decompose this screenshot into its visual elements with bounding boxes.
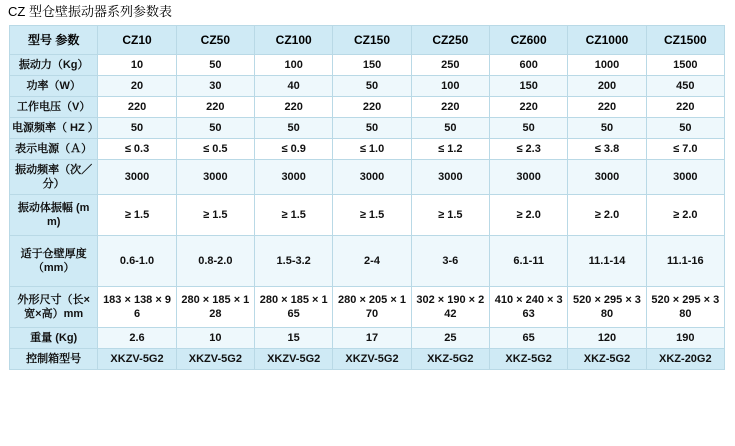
- row-cell: 220: [411, 97, 489, 118]
- row-label: 电源频率（ HZ ）: [10, 118, 98, 139]
- row-cell: 3000: [98, 160, 176, 195]
- row-label: 工作电压（V）: [10, 97, 98, 118]
- row-cell: ≥ 2.0: [568, 195, 646, 236]
- row-cell: 3-6: [411, 236, 489, 287]
- row-cell: 50: [490, 118, 568, 139]
- table-row: [10, 160, 725, 195]
- row-cell: 50: [333, 118, 411, 139]
- row-cell: 3000: [411, 160, 489, 195]
- row-cell: 10: [98, 55, 176, 76]
- row-label: 表示电源（Ａ）: [10, 139, 98, 160]
- row-cell: 150: [333, 55, 411, 76]
- table-header-row: [10, 26, 725, 55]
- row-cell: ≤ 2.3: [490, 139, 568, 160]
- table-row: [10, 55, 725, 76]
- row-cell: 600: [490, 55, 568, 76]
- row-cell: 0.6-1.0: [98, 236, 176, 287]
- row-cell: 190: [646, 328, 724, 349]
- row-cell: 50: [411, 118, 489, 139]
- row-cell: XKZV-5G2: [255, 349, 333, 370]
- row-label: 适于仓壁厚度（mm）: [10, 236, 98, 287]
- row-cell: 0.8-2.0: [176, 236, 254, 287]
- row-cell: ≥ 1.5: [176, 195, 254, 236]
- row-cell: 1500: [646, 55, 724, 76]
- row-label: 外形尺寸（长×宽×高）mm: [10, 287, 98, 328]
- row-cell: 65: [490, 328, 568, 349]
- row-cell: 3000: [333, 160, 411, 195]
- table-row: [10, 349, 725, 370]
- row-cell: ≤ 3.8: [568, 139, 646, 160]
- row-cell: 20: [98, 76, 176, 97]
- row-cell: ≤ 7.0: [646, 139, 724, 160]
- row-cell: 30: [176, 76, 254, 97]
- row-cell: 11.1-16: [646, 236, 724, 287]
- row-label: 振动频率（次／分）: [10, 160, 98, 195]
- row-cell: 50: [255, 118, 333, 139]
- row-cell: 220: [176, 97, 254, 118]
- row-cell: ≤ 0.3: [98, 139, 176, 160]
- row-cell: 50: [176, 118, 254, 139]
- row-cell: ≤ 1.2: [411, 139, 489, 160]
- row-cell: 200: [568, 76, 646, 97]
- row-cell: XKZV-5G2: [333, 349, 411, 370]
- row-cell: ≤ 0.5: [176, 139, 254, 160]
- row-cell: 302 × 190 × 242: [411, 287, 489, 328]
- row-label: 控制箱型号: [10, 349, 98, 370]
- row-cell: 6.1-11: [490, 236, 568, 287]
- header-corner-label: 型号 参数: [10, 26, 98, 55]
- header-model-7: CZ1500: [646, 26, 724, 55]
- row-cell: 15: [255, 328, 333, 349]
- row-cell: 220: [333, 97, 411, 118]
- table-row: [10, 328, 725, 349]
- row-cell: 40: [255, 76, 333, 97]
- row-cell: 50: [176, 55, 254, 76]
- row-cell: ≥ 2.0: [490, 195, 568, 236]
- row-cell: 520 × 295 × 380: [646, 287, 724, 328]
- table-row: [10, 76, 725, 97]
- row-cell: 100: [255, 55, 333, 76]
- row-cell: ≥ 1.5: [333, 195, 411, 236]
- row-cell: 50: [568, 118, 646, 139]
- row-cell: 220: [255, 97, 333, 118]
- row-cell: 250: [411, 55, 489, 76]
- row-cell: ≥ 1.5: [411, 195, 489, 236]
- row-cell: ≤ 0.9: [255, 139, 333, 160]
- row-cell: 220: [98, 97, 176, 118]
- table-row: [10, 236, 725, 287]
- row-cell: 100: [411, 76, 489, 97]
- row-cell: 10: [176, 328, 254, 349]
- header-model-5: CZ600: [490, 26, 568, 55]
- row-cell: 410 × 240 × 363: [490, 287, 568, 328]
- row-cell: 450: [646, 76, 724, 97]
- row-cell: 50: [646, 118, 724, 139]
- row-cell: 520 × 295 × 380: [568, 287, 646, 328]
- row-cell: XKZ-5G2: [411, 349, 489, 370]
- row-cell: 220: [646, 97, 724, 118]
- row-cell: 25: [411, 328, 489, 349]
- row-cell: 3000: [646, 160, 724, 195]
- table-row: [10, 195, 725, 236]
- row-cell: 183 × 138 × 96: [98, 287, 176, 328]
- row-cell: 2-4: [333, 236, 411, 287]
- spec-table: [9, 25, 725, 370]
- row-label: 重量 (Kg): [10, 328, 98, 349]
- row-cell: 280 × 205 × 170: [333, 287, 411, 328]
- row-cell: ≤ 1.0: [333, 139, 411, 160]
- row-cell: 3000: [255, 160, 333, 195]
- table-row: [10, 139, 725, 160]
- row-cell: 50: [333, 76, 411, 97]
- row-cell: 220: [568, 97, 646, 118]
- page-title: CZ 型仓壁振动器系列参数表: [8, 4, 172, 19]
- row-cell: 280 × 185 × 165: [255, 287, 333, 328]
- row-cell: XKZ-20G2: [646, 349, 724, 370]
- row-cell: 11.1-14: [568, 236, 646, 287]
- row-cell: ≥ 1.5: [98, 195, 176, 236]
- row-cell: XKZV-5G2: [176, 349, 254, 370]
- row-label: 振动力（Kg）: [10, 55, 98, 76]
- row-cell: 1.5-3.2: [255, 236, 333, 287]
- table-row: [10, 287, 725, 328]
- row-cell: 120: [568, 328, 646, 349]
- row-cell: 1000: [568, 55, 646, 76]
- row-cell: XKZV-5G2: [98, 349, 176, 370]
- header-model-6: CZ1000: [568, 26, 646, 55]
- row-cell: 220: [490, 97, 568, 118]
- row-cell: 3000: [176, 160, 254, 195]
- table-row: [10, 118, 725, 139]
- header-model-3: CZ150: [333, 26, 411, 55]
- header-model-4: CZ250: [411, 26, 489, 55]
- row-label: 振动体振幅 (mm): [10, 195, 98, 236]
- table-row: [10, 97, 725, 118]
- row-cell: 150: [490, 76, 568, 97]
- row-cell: ≥ 1.5: [255, 195, 333, 236]
- row-cell: XKZ-5G2: [490, 349, 568, 370]
- row-cell: XKZ-5G2: [568, 349, 646, 370]
- row-cell: 50: [98, 118, 176, 139]
- row-cell: 280 × 185 × 128: [176, 287, 254, 328]
- row-cell: 17: [333, 328, 411, 349]
- row-cell: 2.6: [98, 328, 176, 349]
- row-cell: 3000: [568, 160, 646, 195]
- header-model-2: CZ100: [255, 26, 333, 55]
- header-model-1: CZ50: [176, 26, 254, 55]
- row-cell: ≥ 2.0: [646, 195, 724, 236]
- header-model-0: CZ10: [98, 26, 176, 55]
- row-cell: 3000: [490, 160, 568, 195]
- row-label: 功率（W）: [10, 76, 98, 97]
